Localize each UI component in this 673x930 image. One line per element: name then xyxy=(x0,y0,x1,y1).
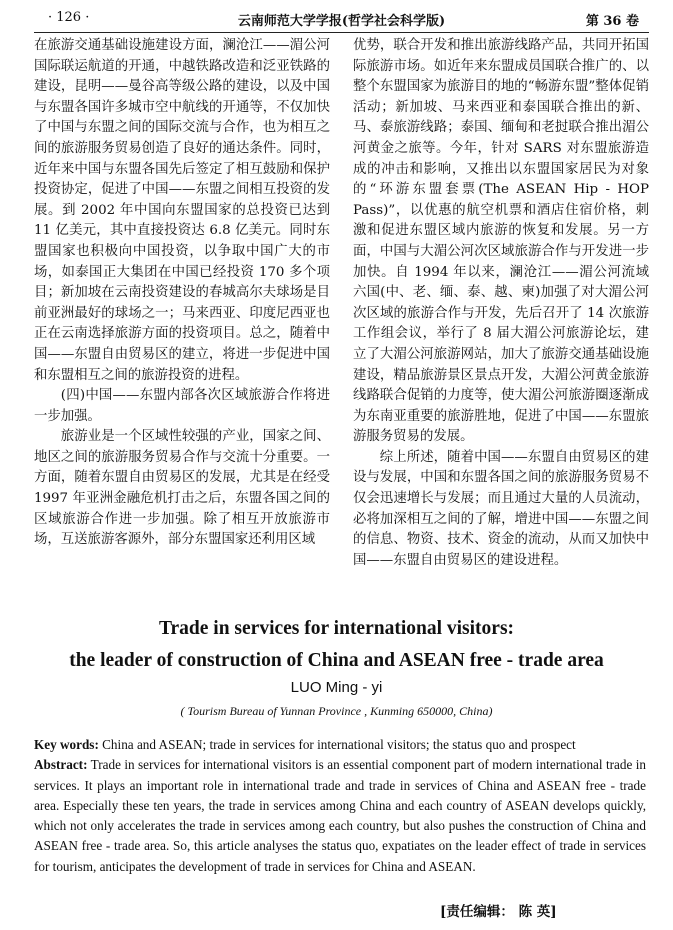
abstract-block xyxy=(34,735,646,877)
conclusion-paragraph: 综上所述，随着中国——东盟自由贸易区的建设与发展，中国和东盟各国之间的旅游服务贸易不仅会迅速增长与发展；而且通过大量的人员流动，必将加深相互之间的了解，增进中国——东盟之间的信息、物资、技术、资金的流动，从而又加快中国——东盟自由贸易区的建设进程。 xyxy=(353,449,649,568)
left-column xyxy=(34,36,330,551)
body-paragraph: 旅游业是一个区域性较强的产业，国家之间、地区之间的旅游服务贸易合作与交流十分重要。一方面，随着东盟自由贸易区的发展，尤其是在经受 1997 年亚洲金融危机打击之后，东盟各国之间的区域旅游合作进一步加强。除了相互开放旅游市场，互送旅游客源外，部分东盟国家还利用区域 xyxy=(34,429,330,548)
author-affiliation: ( Tourism Bureau of Yunnan Province , Kunming 650000, China) xyxy=(180,704,493,718)
responsible-editor: [责任编辑： 陈 英] xyxy=(440,904,557,920)
english-title-line-2: the leader of construction of China and ASEAN free - trade area xyxy=(69,650,604,671)
abstract-text: Trade in services for international visitors is an essential component part of modern international trade in services. It plays an important role in international trade and trade in services of China and ASEAN free - trade area. Especially these ten years, the trade in services among China and each country of ASEAN develops quickly, which not only accelerates the trade in services among each country, but also pushes the construction of China and ASEAN free - trade area. So, this article analyses the status quo, expatiates on the leader effect of trade in services for tourism, anticipates the development of trade in services for China and ASEAN. xyxy=(34,757,647,874)
volume-label: 第 36 卷 xyxy=(585,14,639,29)
body-paragraph: 优势，联合开发和推出旅游线路产品，共同开拓国际旅游市场。如近年来东盟成员国联合推广的、以整个东盟国家为旅游目的地的“畅游东盟”整体促销活动；新加坡、马来西亚和泰国联合推出的新、马、泰旅游线路；泰国、缅甸和老挝联合推出湄公河黄金之旅等。今年，针对 SARS 对东盟旅游造成的冲击和影响，又推出以东盟国家居民为对象的“环游东盟套票(The ASEAN Hip - HOP Pass)”，以优惠的航空机票和酒店住宿价格，刺激和促进东盟区域内旅游的恢复和发展。另一方面，中国与大湄公河次区域旅游合作与开发进一步加快。自 1994 年以来，澜沧江——湄公河流域六国(中、老、缅、泰、越、柬)加强了对大湄公河次区域的旅游合作与开发，先后召开了 14 次旅游工作组会议，举行了 8 届大湄公河旅游论坛，建立了大湄公河旅游网站，加大了旅游交通基础设施建设，精品旅游景区景点开发，大湄公河黄金旅游线路联合促销的力度等，使大湄公河旅游圈逐渐成为东南亚重要的旅游胜地，促进了中国——东盟旅游服务贸易的发展。 xyxy=(353,38,649,445)
body-paragraph: 在旅游交通基础设施建设方面，澜沧江——湄公河国际联运航道的开通，中越铁路改造和泛亚铁路的建设，昆明——曼谷高等级公路的建设，以及中国与东盟各国许多城市空中航线的开通等，不仅加快了中国与东盟之间的国际交流与合作，也为相互之间的旅游服务贸易创造了良好的通达条件。同时，近年来中国与东盟各国先后签定了相互鼓励和保护投资协定，促进了中国——东盟之间相互投资的发展。到 2002 年中国向东盟国家的总投资已达到 11 亿美元，其中直接投资达 6.8 亿美元。同时东盟国家也积极向中国投资，以争取中国广大的市场，如泰国正大集团在中国已经投资 170 多个项目；新加坡在云南投资建设的春城高尔夫球场是目前亚洲最好的球场之一；马来西亚、印度尼西亚也正在云南选择旅游方面的投资项目。总之，随着中国——东盟自由贸易区的建立，将进一步促进中国和东盟相互之间的旅游投资的进程。 xyxy=(34,38,330,383)
abstract-label: Abstract: xyxy=(34,757,88,773)
keywords-label: Key words: xyxy=(34,737,99,752)
english-title-line-1: Trade in services for international visitors: xyxy=(158,618,515,639)
journal-title: 云南师范大学学报(哲学社会科学版) xyxy=(237,14,446,29)
author-name: LUO Ming - yi xyxy=(290,679,383,696)
keywords-line xyxy=(34,735,646,755)
right-column xyxy=(353,36,649,571)
page-header xyxy=(34,0,649,33)
abstract-paragraph xyxy=(34,755,646,877)
section-heading: (四)中国——东盟内部各次区域旅游合作将进一步加强。 xyxy=(34,388,330,424)
keywords-text: China and ASEAN; trade in services for international visitors; the status quo and prospect xyxy=(102,737,576,752)
page-number: · 126 · xyxy=(48,10,90,25)
